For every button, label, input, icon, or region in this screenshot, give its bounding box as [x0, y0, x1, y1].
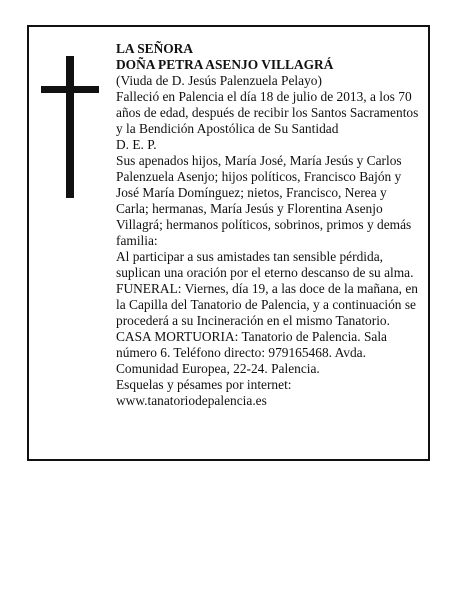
website-link[interactable]: www.tanatoriodepalencia.es: [116, 393, 267, 408]
request-paragraph: Al participar a sus amistades tan sensible pérdida, suplican una oración por el eterno descanso de su alma.: [116, 249, 414, 280]
widow-subtitle: (Viuda de D. Jesús Palenzuela Pelayo): [116, 73, 322, 88]
internet-label: Esquelas y pésames por internet:: [116, 377, 292, 392]
death-paragraph: Falleció en Palencia el día 18 de julio de 2013, a los 70 años de edad, después de recibir los Santos Sacramentos y la Bendición Apostólica de Su Santidad: [116, 89, 419, 136]
notice-heading-line1: LA SEÑORA: [116, 41, 194, 56]
cross-vertical-bar: [66, 56, 74, 198]
family-paragraph: Sus apenados hijos, María José, María Jesús y Carlos Palenzuela Asenjo; hijos políticos, Francisco Bajón y José María Domínguez; nietos, Francisco, Nerea y Carla; hermanas, María Jesús y Florentina Asenjo Villagrá; hermanos políticos, sobrinos, primos y demás familia:: [116, 153, 412, 248]
mortuary-paragraph: CASA MORTUORIA: Tanatorio de Palencia. Sala número 6. Teléfono directo: 979165468. Avda. Comunidad Europea, 22-24. Palencia.: [116, 329, 387, 376]
cross-horizontal-bar: [41, 86, 99, 93]
notice-text: [116, 41, 421, 409]
rip-text: D. E. P.: [116, 137, 157, 152]
deceased-name: DOÑA PETRA ASENJO VILLAGRÁ: [116, 57, 334, 72]
obituary-notice: [27, 25, 430, 461]
latin-cross-icon: [41, 56, 99, 198]
funeral-paragraph: FUNERAL: Viernes, día 19, a las doce de la mañana, en la Capilla del Tanatorio de Palencia, y a continuación se procederá a su Incineración en el mismo Tanatorio.: [116, 281, 419, 328]
